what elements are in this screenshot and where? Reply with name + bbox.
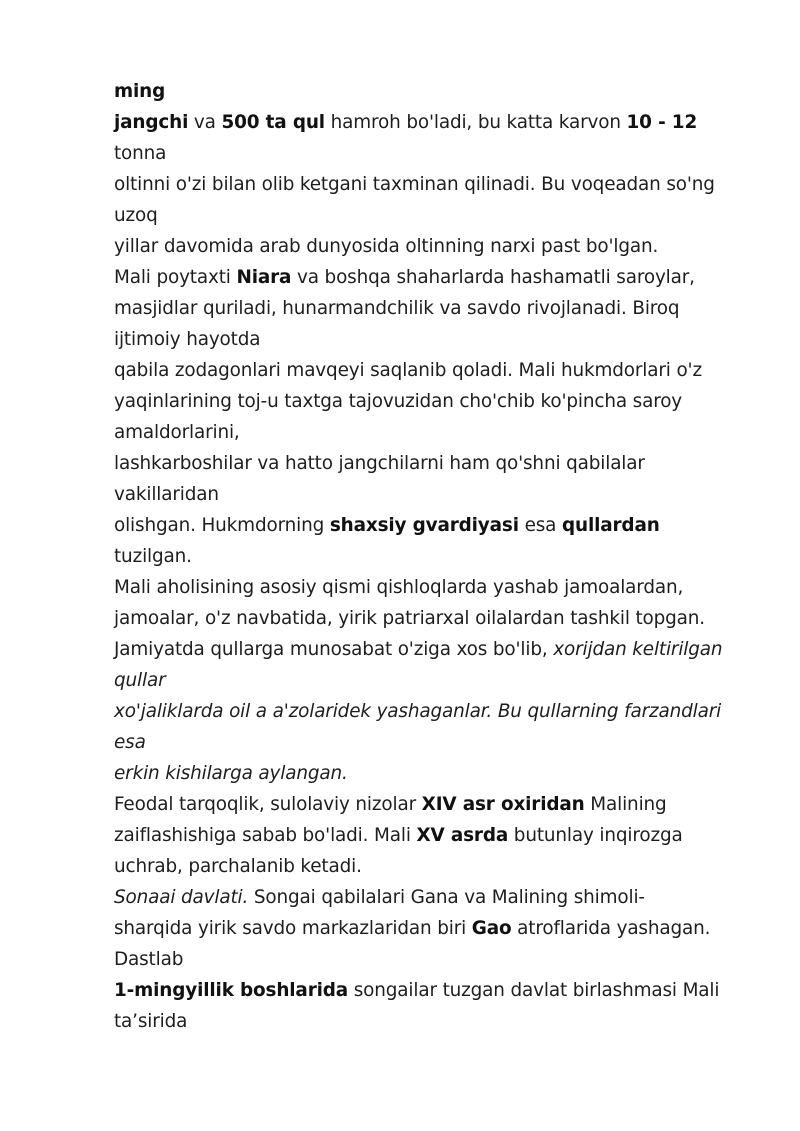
text-line (114, 355, 774, 386)
text-segment: Dastlab (114, 949, 184, 970)
text-segment: esa (518, 515, 562, 536)
text-line (114, 541, 774, 572)
text-line (114, 231, 774, 262)
bold-text: XV asrda (416, 825, 509, 846)
bold-text: Niara (236, 267, 292, 288)
text-line (114, 572, 774, 603)
text-line (114, 820, 774, 851)
text-line (114, 913, 774, 944)
bold-text: 1-mingyillik boshlarida (114, 980, 349, 1001)
text-line (114, 603, 774, 634)
text-segment: vakillaridan (114, 484, 219, 505)
text-segment: atroflarida yashagan. (511, 918, 711, 939)
text-segment: songailar tuzgan davlat birlashmasi Mali (348, 980, 720, 1001)
text-line (114, 1006, 774, 1037)
text-segment: ta’sirida (114, 1011, 188, 1032)
text-segment: va (188, 112, 222, 133)
text-line (114, 696, 774, 727)
text-segment: yillar davomida arab dunyosida oltinning narxi past bo'lgan. (114, 236, 659, 257)
text-segment: hamroh bo'ladi, bu katta karvon (324, 112, 627, 133)
text-segment: tonna (114, 143, 167, 164)
bold-text: 500 ta qul (221, 112, 325, 133)
text-segment: va boshqa shaharlarda hashamatli saroylar, (291, 267, 695, 288)
text-segment: tuzilgan. (114, 546, 192, 567)
text-segment: masjidlar quriladi, hunarmandchilik va savdo rivojlanadi. Biroq (114, 298, 680, 319)
text-segment: Jamiyatda qullarga munosabat o'ziga xos bo'lib, (114, 639, 554, 660)
text-segment: olishgan. Hukmdorning (114, 515, 330, 536)
italic-text: esa (114, 732, 146, 753)
text-segment: qabila zodagonlari mavqeyi saqlanib qoladi. Mali hukmdorlari o'z (114, 360, 702, 381)
text-segment: yaqinlarining toj-u taxtga tajovuzidan cho'chib ko'pincha saroy (114, 391, 683, 412)
text-segment: Songai qabilalari Gana va Malining shimoli- (248, 887, 645, 908)
text-line (114, 851, 774, 882)
italic-text: xorijdan keltirilgan (553, 639, 723, 660)
text-line (114, 200, 774, 231)
text-segment: lashkarboshilar va hatto jangchilarni ham qo'shni qabilalar (114, 453, 645, 474)
text-segment: sharqida yirik savdo markazlaridan biri (114, 918, 472, 939)
text-line (114, 882, 774, 913)
bold-text: jangchi (114, 112, 189, 133)
italic-text: xo'jaliklarda oil a a'zolaridek yashaganlar. Bu qullarning farzandlari (114, 701, 722, 722)
bold-text: qullardan (561, 515, 660, 536)
text-line (114, 448, 774, 479)
text-line (114, 789, 774, 820)
document-page (114, 76, 774, 1037)
bold-text: 10 - 12 (626, 112, 698, 133)
text-segment: Feodal tarqoqlik, sulolaviy nizolar (114, 794, 422, 815)
text-line (114, 758, 774, 789)
text-line (114, 975, 774, 1006)
text-segment: oltinni o'zi bilan olib ketgani taxminan qilinadi. Bu voqeadan so'ng (114, 174, 715, 195)
text-segment: zaiflashishiga sabab bo'ladi. Mali (114, 825, 417, 846)
text-line (114, 479, 774, 510)
text-line (114, 634, 774, 665)
italic-text: qullar (114, 670, 166, 691)
text-line (114, 510, 774, 541)
italic-text: Sonaai davlati. (114, 887, 249, 908)
text-segment: uzoq (114, 205, 158, 226)
text-line (114, 944, 774, 975)
text-line (114, 727, 774, 758)
text-segment: Malining (584, 794, 667, 815)
text-line (114, 324, 774, 355)
text-segment: amaldorlarini, (114, 422, 240, 443)
text-segment: butunlay inqirozga (508, 825, 683, 846)
text-segment: Mali aholisining asosiy qismi qishloqlarda yashab jamoalardan, (114, 577, 684, 598)
text-line (114, 169, 774, 200)
text-segment: uchrab, parchalanib ketadi. (114, 856, 362, 877)
text-line (114, 262, 774, 293)
text-line (114, 107, 774, 138)
bold-text: Gao (471, 918, 512, 939)
text-segment: Mali poytaxti (114, 267, 237, 288)
text-line (114, 76, 774, 107)
bold-text: shaxsiy gvardiyasi (329, 515, 519, 536)
text-line (114, 417, 774, 448)
text-line (114, 138, 774, 169)
bold-text: ming (114, 81, 166, 102)
text-segment: ijtimoiy hayotda (114, 329, 261, 350)
text-line (114, 665, 774, 696)
text-line (114, 386, 774, 417)
italic-text: erkin kishilarga aylangan. (114, 763, 348, 784)
text-segment: jamoalar, o'z navbatida, yirik patriarxal oilalardan tashkil topgan. (114, 608, 706, 629)
bold-text: XIV asr oxiridan (421, 794, 585, 815)
text-line (114, 293, 774, 324)
